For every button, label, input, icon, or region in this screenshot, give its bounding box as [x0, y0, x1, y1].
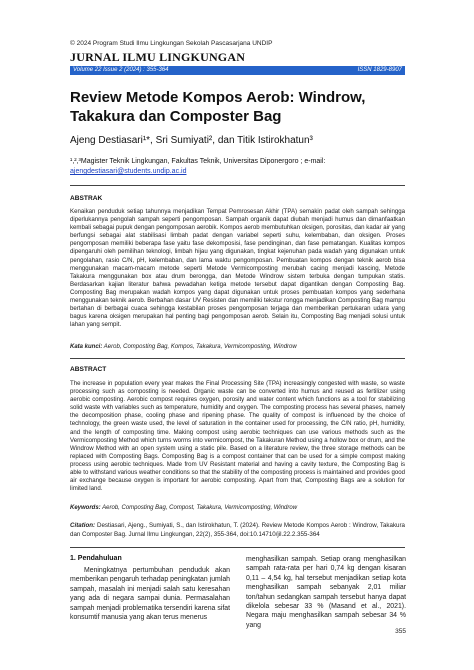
keywords: [70, 505, 405, 511]
volume-info: Volume 22 Issue 2 (2024) : 355-364: [73, 67, 169, 73]
body-paragraph: Meningkatnya pertumbuhan penduduk akan memberikan pengaruh terhadap peningkatan jumlah sampah, masalah ini menjadi salah satu keresahan yang ada di negara sampai dunia. Permasalahan sampah menjadi problematika tersendiri karena sifat konsumtif manusia yang akan terus menerus: [70, 567, 230, 622]
author-email-link[interactable]: ajengdestiasari@students.undip.ac.id: [70, 168, 187, 175]
affiliation: [70, 157, 405, 177]
citation-text: Destiasari, Ajeng., Sumiyati, S., dan Istirokhatun, T. (2024). Review Metode Kompos Aerob : Windrow, Takakura dan Composter Bag. Jurnal Ilmu Lingkungan, 22(2), 355-364, doi:10.14710/jil.22.2.355-364: [70, 522, 405, 538]
abstract-heading: ABSTRACT: [70, 366, 107, 373]
journal-banner: [70, 66, 405, 75]
kata-kunci-label: Kata kunci:: [70, 344, 103, 350]
abstract-text: The increase in population every year makes the Final Processing Site (TPA) increasingly congested with waste, so waste processing such as composting is needed. Organic waste can be converted into humus and reused as fertilizer using aerobic composting. Aerobic compost requires oxygen, porosity and water content which functions as a tool for stabilizing solid waste with variables such as temperature, humidity and oxygen. The composting process has several phases, namely the decomposition phase, cooling phase and ripening phase. The quality of compost is influenced by the choice of technology, the green waste used, the level of saturation in the container used for processing, the C/N ratio, pH, humidity, and the length of composting time. Making compost using aerobic techniques can use various methods such as the Vermicomposting Method which turns worms into vermicompost, the Takakuran Method using a hollow box or drum, and the Windrow Method with an open system using a static pile. Based on a literature review, the three storage methods can be replaced with Composting Bags. Composting Bag is a compost container that can be used for a simple compost making process using aerobic techniques. Made from UV Resistant material and having a cavity texture, the Composting Bag is able to withstand various weather conditions so that the stability of the composting process is maintained and provides good air exchange because oxygen is important for aerobic composting. Apart from that, Composting Bags are a solution for limited land.: [70, 380, 405, 493]
kata-kunci-text: Aerob, Composting Bag, Kompos, Takakura, Vermicomposting, Windrow: [103, 344, 297, 350]
abstrak-heading: ABSTRAK: [70, 195, 103, 202]
divider: [70, 185, 405, 186]
divider: [70, 547, 405, 548]
citation-label: Citation:: [70, 522, 96, 529]
copyright-notice: © 2024 Program Studi Ilmu Lingkungan Sekolah Pascasarjana UNDIP: [70, 40, 273, 47]
abstrak-text: Kenaikan penduduk setiap tahunnya menjadikan Tempat Pemrosesan Akhir (TPA) semakin padat oleh sampah sehingga diperlukannya pengolah sampah seperti pengomposan. Sampah organik dapat diubah menjadi humus dan dimanfaatkan kembali sebagai pupuk dengan pengomposan aerobik. Kompos aerob membutuhkan oksigen, porositas, dan kadar air yang berfungsi sebagai alat stabilisasi limbah padat dengan variabel seperti suhu, kelembaban, dan oksigen. Proses pengomposan memiliki beberapa fase yaitu fase dekomposisi, fase pendinginan, dan fase pematangan. Kualitas kompos dipengaruhi oleh pemilihan teknologi, limbah hijau yang digunakan, tingkat kejenuhan pada wadah yang digunakan untuk pengolahan, rasio C/N, pH, kelembaban, dan lama waktu pengomposan. Pembuatan kompos dengan teknik aerob bisa menggunakan macam-macam metode seperti Metode Vermicomposting merubah cacing menjadi kascing, Metode Takakura menggunakan box atau drum berongga, dan Metode Windrow sistem terbuka dengan tumpukan statis. Berdasarkan kajian literatur bahwa pewadahan ketiga metode tersebut dapat digantikan dengan Composting Bag. Composting Bag merupakan wadah kompos yang dapat digunakan untuk proses pembuatan kompos yang sederhana menggunakan teknik aerob. Berbahan dasar UV Resisten dan memiliki tekstur rongga menjadikan Composting Bag mampu bertahan di berbagai cuaca sehingga kestabilan proses pengomposan terjaga dan memberikan pertukaran udara yang bagus karena oksigen merupakan hal penting bagi pengomposan aerob. Selain itu, Composting Bag menjadi solusi untuk lahan yang sempit.: [70, 208, 405, 329]
author-list: Ajeng Destiasari¹*, Sri Sumiyati², dan Titik Istirokhatun³: [70, 135, 313, 146]
keywords-label: Keywords:: [70, 505, 101, 511]
body-column-right: [246, 555, 406, 630]
affiliation-text: ¹,²,³Magister Teknik Lingkungan, Fakultas Teknik, Universitas Diponergoro ; e-mail:: [70, 158, 326, 165]
divider: [70, 358, 405, 359]
section-heading: 1. Pendahuluan: [70, 555, 122, 562]
article-title: Review Metode Kompos Aerob: Windrow, Takakura dan Composter Bag: [70, 89, 366, 125]
keywords-text: Aerob, Composting Bag, Compost, Takakura, Vermicomposting, Windrow: [102, 505, 298, 511]
citation: [70, 522, 405, 539]
page-number: 355: [395, 628, 406, 635]
body-paragraph: menghasilkan sampah. Setiap orang menghasilkan sampah rata-rata per hari 0,74 kg dengan kisaran 0,11 – 4,54 kg, hal tersebut menjadikan setiap kota menghasilkan sampah sebanyak 2,01 miliar ton/tahun sedangkan sampah tersebut hanya dapat dikelola sebesar 33 % (Masand et al., 2021). Negara maju menghasilkan sampah sebesar 34 % yang: [246, 556, 406, 629]
issn-info: ISSN 1829-8907: [357, 67, 402, 73]
body-column-left: [70, 555, 230, 622]
kata-kunci: [70, 344, 405, 350]
journal-name: JURNAL ILMU LINGKUNGAN: [70, 50, 246, 64]
